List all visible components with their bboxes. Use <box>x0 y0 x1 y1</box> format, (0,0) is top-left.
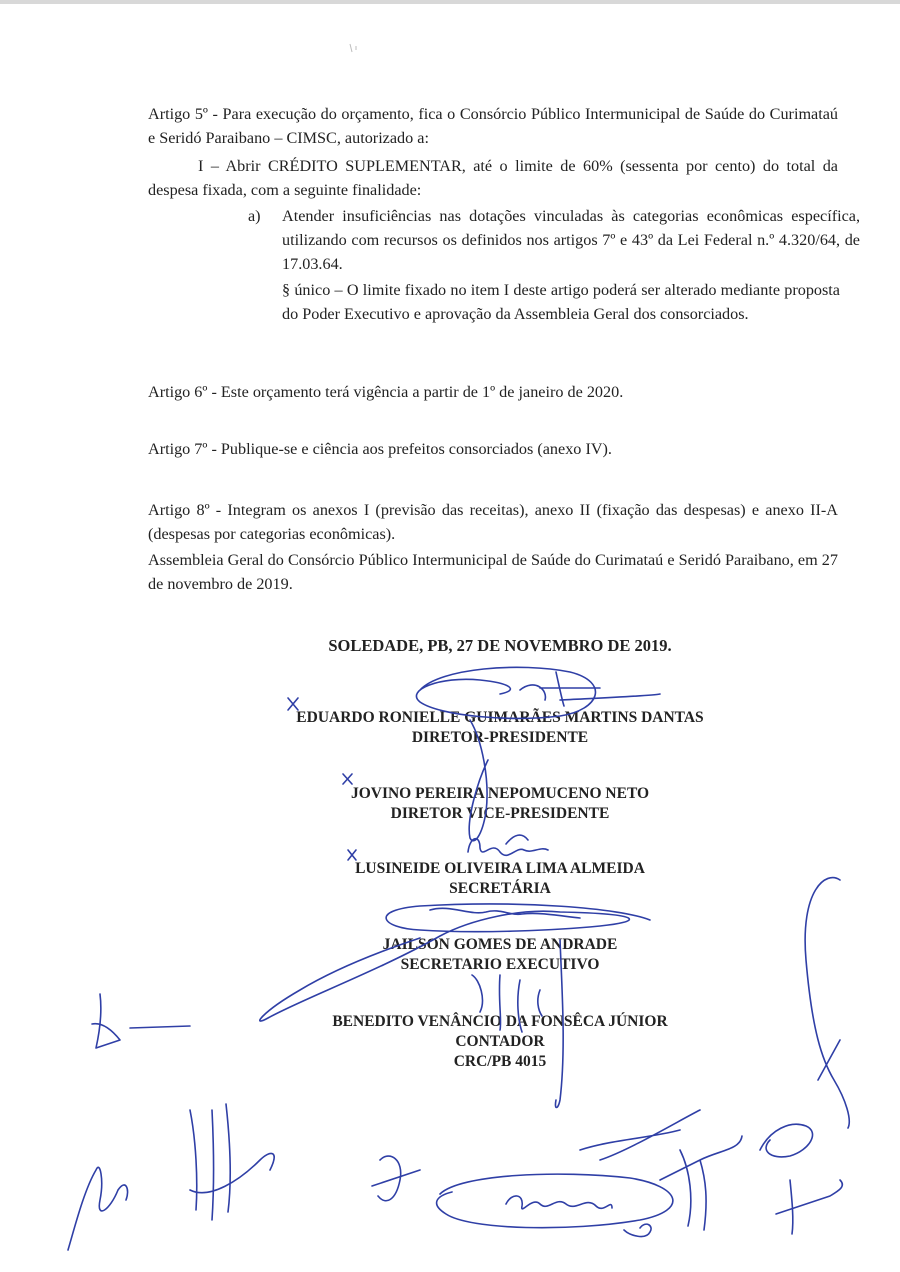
signatory-name: LUSINEIDE OLIVEIRA LIMA ALMEIDA <box>355 860 645 877</box>
initial-mark-11 <box>580 1110 700 1160</box>
scan-speck <box>350 44 356 52</box>
initial-mark-9 <box>624 1224 651 1236</box>
signatory-role: DIRETOR-PRESIDENTE <box>411 729 589 746</box>
signatory-block <box>250 1012 750 1072</box>
signatory-block <box>250 708 750 748</box>
signatory-role: CONTADOR <box>455 1033 545 1050</box>
signatory-block <box>250 859 750 899</box>
initial-mark-3 <box>190 1104 274 1220</box>
signatory-name: JOVINO PEREIRA NEPOMUCENO NETO <box>350 785 650 802</box>
initial-mark-8 <box>760 1124 813 1157</box>
initial-mark-10 <box>776 1180 842 1234</box>
signatory-name: EDUARDO RONIELLE GUIMARÃES MARTINS DANTAS <box>296 709 704 726</box>
initial-mark-4 <box>372 1156 420 1201</box>
signature-6 <box>805 878 849 1128</box>
signature-3 <box>468 835 548 855</box>
article-8: Artigo 8º - Integram os anexos I (previsão das receitas), anexo II (fixação das despesas) e anexo II-A (despesas por categorias econômicas). <box>148 501 838 543</box>
article-5-item-a <box>248 204 860 276</box>
signatory-name: JAILSON GOMES DE ANDRADE <box>382 936 618 953</box>
signatory-role: SECRETÁRIA <box>449 880 551 897</box>
article-7: Artigo 7º - Publique-se e ciência aos prefeitos consorciados (anexo IV). <box>148 440 612 458</box>
item-a-marker: a) <box>248 207 261 225</box>
signatory-registration: CRC/PB 4015 <box>453 1053 547 1070</box>
initial-mark-5 <box>437 1174 673 1228</box>
item-a-text: Atender insuficiências nas dotações vinculadas às categorias econômicas específica, utilizando com recursos os definidos nos artigos 7º e 43º da Lei Federal n.º 4.320/64, de 17.03.64. <box>282 207 860 273</box>
initial-mark-6 <box>506 1196 612 1209</box>
scan-edge-line <box>0 0 900 4</box>
initial-mark-1 <box>92 994 190 1048</box>
signatory-role: SECRETARIO EXECUTIVO <box>400 956 600 973</box>
sole-paragraph: § único – O limite fixado no item I deste artigo poderá ser alterado mediante proposta do Poder Executivo e aprovação da Assembleia Geral dos consorciados. <box>282 281 840 323</box>
initial-mark-7 <box>660 1136 742 1230</box>
assembly-statement: Assembleia Geral do Consórcio Público Intermunicipal de Saúde do Curimataú e Seridó Paraibano, em 27 de novembro de 2019. <box>148 551 838 593</box>
signatory-name: BENEDITO VENÂNCIO DA FONSÊCA JÚNIOR <box>332 1013 668 1030</box>
article-6: Artigo 6º - Este orçamento terá vigência a partir de 1º de janeiro de 2020. <box>148 383 624 401</box>
initial-mark-2 <box>68 1167 128 1250</box>
article-5-item-i: I – Abrir CRÉDITO SUPLEMENTAR, até o limite de 60% (sessenta por cento) do total da despesa fixada, com a seguinte finalidade: <box>148 157 838 199</box>
signatory-block <box>250 935 750 975</box>
signature-1-stroke <box>560 694 660 700</box>
article-5-intro: Artigo 5º - Para execução do orçamento, fica o Consórcio Público Intermunicipal de Saúde do Curimataú e Seridó Paraibano – CIMSC, autorizado a: <box>148 105 838 147</box>
signatory-block <box>250 784 750 824</box>
signature-4-stroke <box>430 908 580 918</box>
place-date: SOLEDADE, PB, 27 DE NOVEMBRO DE 2019. <box>328 636 672 655</box>
x-mark <box>343 774 352 784</box>
signatory-role: DIRETOR VICE-PRESIDENTE <box>390 805 610 822</box>
